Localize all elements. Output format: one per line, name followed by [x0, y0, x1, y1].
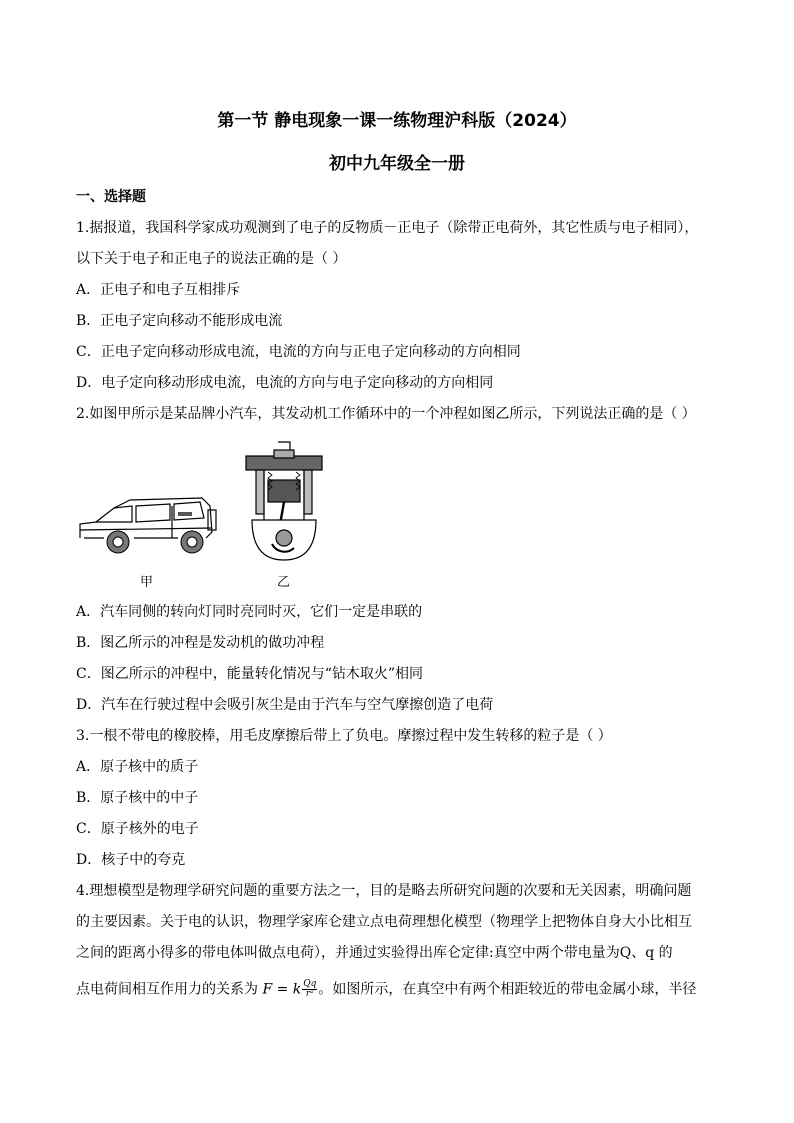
q4-line4-pre: 点电荷间相互作用力的关系为 — [76, 981, 258, 998]
q4-line4 — [76, 980, 696, 999]
q3-option-c: C．原子核外的电子 — [76, 821, 199, 837]
q3-option-b: B．原子核中的中子 — [76, 790, 199, 806]
formula-denominator: r² — [305, 989, 314, 999]
car-figure — [74, 486, 218, 558]
q1-option-d: D．电子定向移动形成电流，电流的方向与电子定向移动的方向相同 — [76, 375, 494, 391]
formula-lhs: F = k — [262, 981, 302, 998]
q1-option-c: C．正电子定向移动形成电流，电流的方向与正电子定向移动的方向相同 — [76, 344, 521, 360]
q2-option-d: D．汽车在行驶过程中会吸引灰尘是由于汽车与空气摩擦创造了电荷 — [76, 697, 494, 713]
q2-option-a: A．汽车同侧的转向灯同时亮同时灭，它们一定是串联的 — [76, 604, 423, 620]
q3-option-a: A．原子核中的质子 — [76, 759, 199, 775]
q4-line3: 之间的距离小得多的带电体叫做点电荷），并通过实验得出库仑定律:真空中两个带电量为Q、q 的 — [76, 945, 673, 961]
formula-numerator: Qq — [303, 979, 317, 989]
q1-option-a: A．正电子和电子互相排斥 — [76, 282, 241, 298]
formula-fraction — [302, 980, 317, 999]
q2-option-c: C．图乙所示的冲程中，能量转化情况与“钻木取火”相同 — [76, 666, 424, 682]
q2-option-b: B．图乙所示的冲程是发动机的做功冲程 — [76, 635, 325, 651]
q4-line4-post: 。如图所示，在真空中有两个相距较近的带电金属小球，半径 — [318, 981, 697, 998]
q1-stem-line1: 1.据报道，我国科学家成功观测到了电子的反物质－正电子（除带正电荷外，其它性质与电子相同）， — [76, 220, 699, 236]
q4-line1: 4.理想模型是物理学研究问题的重要方法之一，目的是略去所研究问题的次要和无关因素，明确问题 — [76, 883, 692, 899]
q2-stem: 2.如图甲所示是某品牌小汽车，其发动机工作循环中的一个冲程如图乙所示，下列说法正确的是（ ） — [76, 406, 696, 422]
page-title: 第一节 静电现象一课一练物理沪科版（2024） — [217, 111, 577, 131]
q4-line2: 的主要因素。关于电的认识，物理学家库仑建立点电荷理想化模型（物理学上把物体自身大小比相互 — [76, 914, 692, 930]
page-subtitle: 初中九年级全一册 — [329, 154, 465, 174]
q3-option-d: D．核子中的夸克 — [76, 852, 186, 868]
figure-label-a: 甲 — [140, 575, 154, 590]
engine-figure — [238, 440, 330, 564]
figure-label-b: 乙 — [277, 575, 291, 590]
section-heading: 一、选择题 — [76, 189, 146, 205]
q1-option-b: B．正电子定向移动不能形成电流 — [76, 313, 283, 329]
q3-stem: 3.一根不带电的橡胶棒，用毛皮摩擦后带上了负电。摩擦过程中发生转移的粒子是（ ） — [76, 728, 612, 744]
q1-stem-line2: 以下关于电子和正电子的说法正确的是（ ） — [76, 251, 347, 267]
